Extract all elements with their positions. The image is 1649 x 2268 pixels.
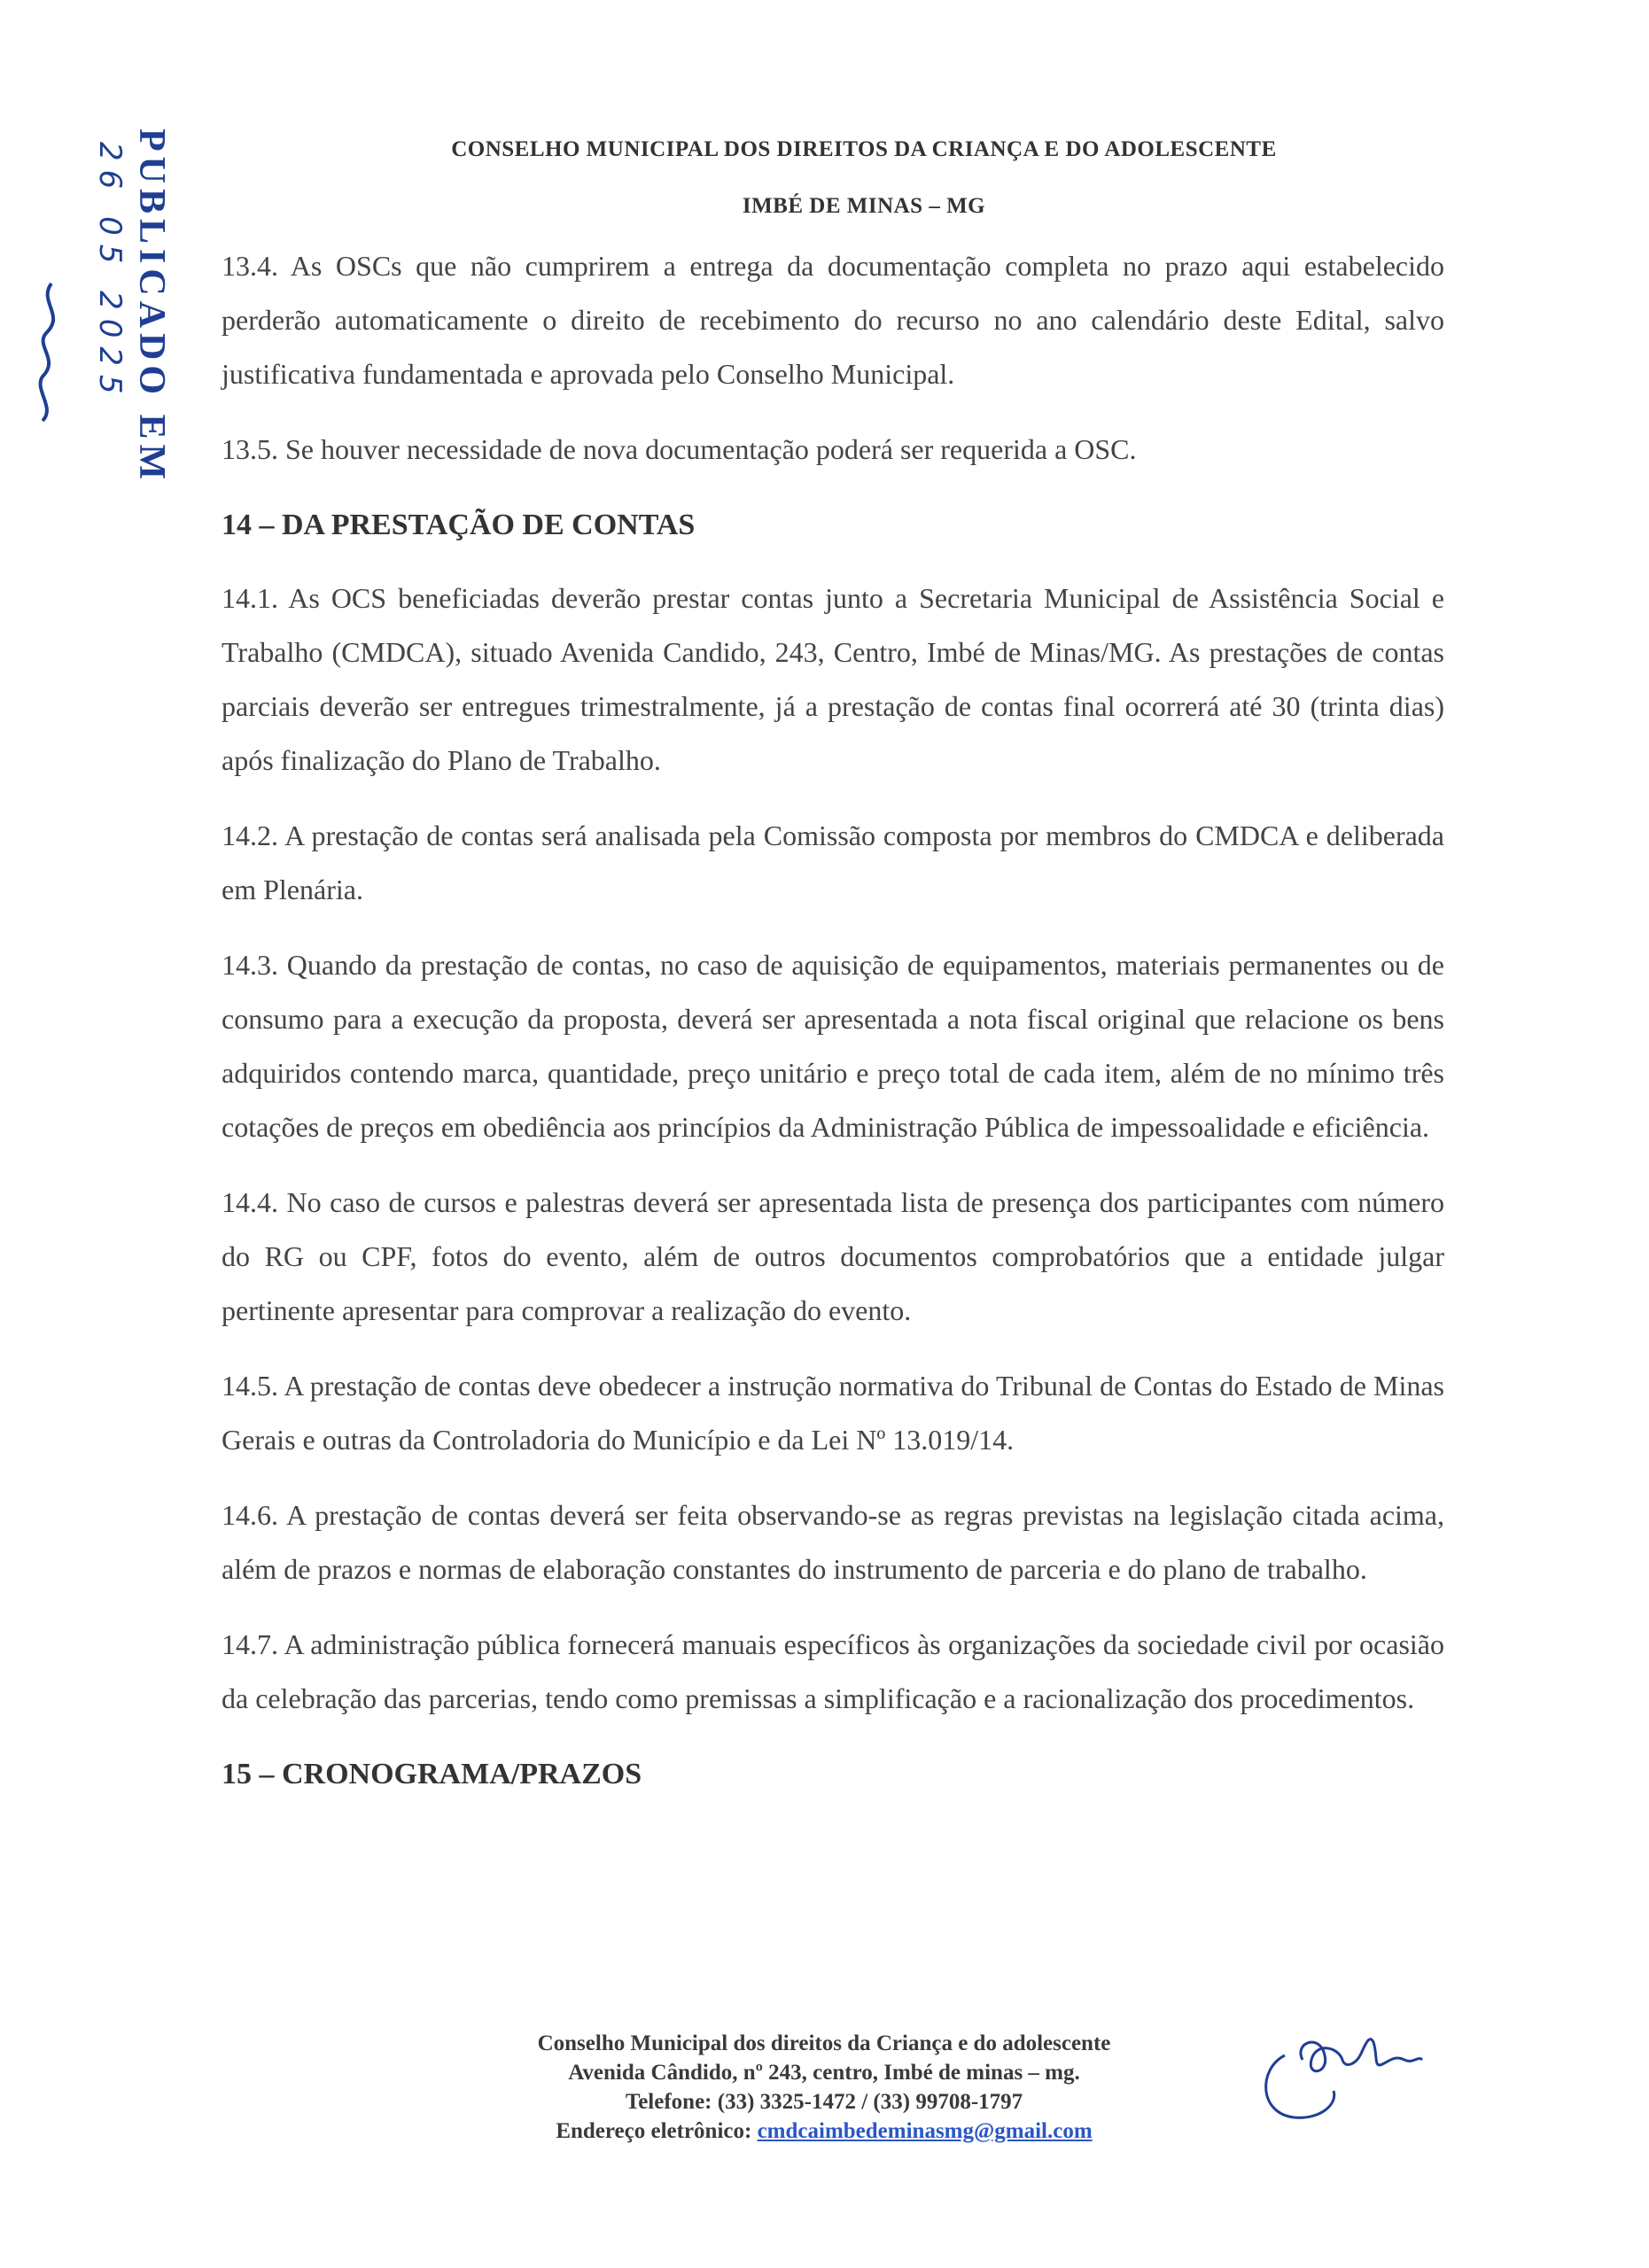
document-body xyxy=(222,239,1444,1821)
stamp-date: 26 05 2025 xyxy=(92,142,128,403)
footer-email-label: Endereço eletrônico: xyxy=(556,2119,752,2143)
paragraph-14-3: 14.3. Quando da prestação de contas, no caso de aquisição de equipamentos, materiais permanentes ou de consumo para a execução da proposta, deverá ser apresentada a nota fiscal original que relacione os bens adquiridos contendo marca, quantidade, preço unitário e preço total de cada item, além de no mínimo três cotações de preços em obediência aos princípios da Administração Pública de impessoalidade e eficiência. xyxy=(222,949,1444,1143)
document-footer xyxy=(425,2029,1223,2146)
publication-stamp xyxy=(16,124,172,514)
stamp-title: PUBLICADO EM xyxy=(131,128,172,485)
paragraph-14-5: 14.5. A prestação de contas deve obedecer a instrução normativa do Tribunal de Contas do Estado de Minas Gerais e outras da Controladoria do Município e da Lei Nº 13.019/14. xyxy=(222,1370,1444,1456)
header-council-name: CONSELHO MUNICIPAL DOS DIREITOS DA CRIANÇA E DO ADOLESCENTE xyxy=(451,137,1277,161)
footer-council-name: Conselho Municipal dos direitos da Criança e do adolescente xyxy=(537,2031,1111,2055)
stamp-graphic xyxy=(16,124,172,514)
paragraph-14-6: 14.6. A prestação de contas deverá ser feita observando-se as regras previstas na legislação citada acima, além de prazos e normas de elaboração constantes do instrumento de parceria e do plano de trabalho. xyxy=(222,1499,1444,1585)
footer-address: Avenida Cândido, nº 243, centro, Imbé de minas – mg. xyxy=(568,2061,1080,2085)
footer-email-line xyxy=(425,2117,1223,2146)
footer-phone: Telefone: (33) 3325-1472 / (33) 99708-1797 xyxy=(625,2090,1023,2114)
document-header xyxy=(222,133,1506,223)
paragraph-14-2: 14.2. A prestação de contas será analisada pela Comissão composta por membros do CMDCA e deliberada em Plenária. xyxy=(222,819,1444,905)
section-15-heading: 15 – CRONOGRAMA/PRAZOS xyxy=(222,1758,642,1790)
paragraph-14-4: 14.4. No caso de cursos e palestras deverá ser apresentada lista de presença dos participantes com número do RG ou CPF, fotos do evento, além de outros documentos comprobatórios que a entidade julgar pertinente apresentar para comprovar a realização do evento. xyxy=(222,1186,1444,1326)
paragraph-14-7: 14.7. A administração pública fornecerá manuais específicos às organizações da sociedade civil por ocasião da celebração das parcerias, tendo como premissas a simplificação e a racionalização dos procedimentos. xyxy=(222,1628,1444,1714)
header-city: IMBÉ DE MINAS – MG xyxy=(742,194,986,218)
section-14-heading: 14 – DA PRESTAÇÃO DE CONTAS xyxy=(222,509,696,541)
handwritten-signature xyxy=(1241,2007,1471,2131)
stamp-initials-scribble xyxy=(41,284,54,421)
signature-graphic xyxy=(1241,2007,1471,2131)
paragraph-14-1: 14.1. As OCS beneficiadas deverão prestar contas junto a Secretaria Municipal de Assistência Social e Trabalho (CMDCA), situado Avenida Candido, 243, Centro, Imbé de Minas/MG. As prestações de contas parciais deverão ser entregues trimestralmente, já a prestação de contas final ocorrerá até 30 (trinta dias) após finalização do Plano de Trabalho. xyxy=(222,582,1444,776)
paragraph-13-4: 13.4. As OSCs que não cumprirem a entrega da documentação completa no prazo aqui estabelecido perderão automaticamente o direito de recebimento do recurso no ano calendário deste Edital, salvo justificativa fundamentada e aprovada pelo Conselho Municipal. xyxy=(222,250,1444,390)
footer-email-link[interactable]: cmdcaimbedeminasmg@gmail.com xyxy=(757,2119,1093,2143)
paragraph-13-5: 13.5. Se houver necessidade de nova documentação poderá ser requerida a OSC. xyxy=(222,433,1137,465)
